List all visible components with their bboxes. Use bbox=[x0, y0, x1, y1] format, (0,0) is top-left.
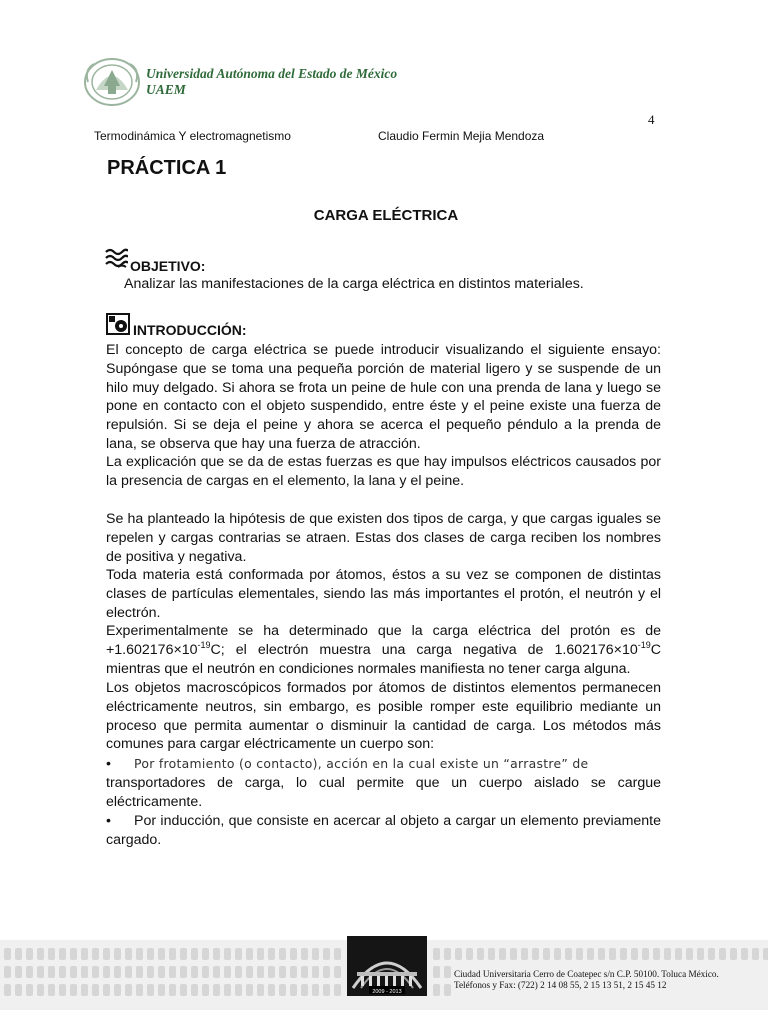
colonnade-arch bbox=[554, 948, 561, 960]
colonnade-arch bbox=[213, 966, 220, 978]
colonnade-arch bbox=[257, 984, 264, 996]
colonnade-arch bbox=[312, 948, 319, 960]
list-item-continuation: transportadores de carga, lo cual permite que un cuerpo aislado se cargue eléctricamente. bbox=[106, 775, 661, 810]
colonnade-arch bbox=[70, 966, 77, 978]
colonnade-arch bbox=[235, 966, 242, 978]
gear-chip-icon bbox=[106, 313, 130, 335]
colonnade-arch bbox=[466, 948, 473, 960]
colonnade-arch bbox=[37, 966, 44, 978]
colonnade-arch bbox=[224, 984, 231, 996]
colonnade-arch bbox=[213, 948, 220, 960]
colonnade-arch bbox=[290, 984, 297, 996]
colonnade-arch bbox=[290, 966, 297, 978]
practice-label: PRÁCTICA 1 bbox=[107, 157, 227, 179]
colonnade-arch bbox=[224, 948, 231, 960]
colonnade-arch bbox=[48, 966, 55, 978]
colonnade-arch bbox=[180, 948, 187, 960]
colonnade-arch bbox=[147, 948, 154, 960]
colonnade-arch bbox=[92, 966, 99, 978]
colonnade-arch bbox=[48, 948, 55, 960]
colonnade-arch bbox=[136, 984, 143, 996]
colonnade-arch bbox=[268, 984, 275, 996]
colonnade-arch bbox=[642, 948, 649, 960]
intro-paragraph-6: Los objetos macroscópicos formados por átomos de distintos elementos permanecen eléctricamente neutros, sin embargo, es posible romper este equilibrio mediante un proceso que permita aumentar o disminuir la cantidad de carga. Los métodos más comunes para cargar eléctricamente un cuerpo son: bbox=[106, 680, 661, 753]
introduction-heading: INTRODUCCIÓN: bbox=[133, 322, 247, 338]
wave-lines-icon bbox=[104, 248, 128, 270]
colonnade-arch bbox=[708, 948, 715, 960]
colonnade-arch bbox=[565, 948, 572, 960]
colonnade-arch bbox=[59, 948, 66, 960]
colonnade-arch bbox=[213, 984, 220, 996]
colonnade-arch bbox=[246, 984, 253, 996]
colonnade-arch bbox=[730, 948, 737, 960]
page-number: 4 bbox=[648, 112, 655, 127]
colonnade-arch bbox=[125, 984, 132, 996]
colonnade-arch bbox=[202, 948, 209, 960]
colonnade-arch bbox=[433, 984, 440, 996]
colonnade-arch bbox=[81, 948, 88, 960]
colonnade-arch bbox=[301, 948, 308, 960]
university-seal-logo bbox=[82, 56, 142, 108]
course-name: Termodinámica Y electromagnetismo bbox=[94, 129, 291, 143]
colonnade-arch bbox=[92, 984, 99, 996]
colonnade-arch bbox=[499, 948, 506, 960]
colonnade-arch bbox=[664, 948, 671, 960]
colonnade-arch bbox=[70, 948, 77, 960]
colonnade-arch bbox=[290, 948, 297, 960]
colonnade-arch bbox=[169, 948, 176, 960]
university-acronym: UAEM bbox=[146, 82, 186, 97]
building-arches-image bbox=[347, 936, 427, 996]
colonnade-arch bbox=[697, 948, 704, 960]
colonnade-arch bbox=[191, 966, 198, 978]
colonnade-arch bbox=[202, 984, 209, 996]
colonnade-arch bbox=[477, 948, 484, 960]
colonnade-arch bbox=[70, 984, 77, 996]
colonnade-arch bbox=[103, 966, 110, 978]
colonnade-arch bbox=[37, 984, 44, 996]
colonnade-arch bbox=[312, 966, 319, 978]
colonnade-arch bbox=[125, 948, 132, 960]
colonnade-arch bbox=[631, 948, 638, 960]
colonnade-arch bbox=[719, 948, 726, 960]
intro-paragraph-2: La explicación que se da de estas fuerzas es que hay impulsos eléctricos causados por la presencia de cargas en el elemento, la lana y el peine. bbox=[106, 454, 661, 489]
colonnade-arch bbox=[4, 966, 11, 978]
colonnade-arch bbox=[334, 966, 341, 978]
colonnade-arch bbox=[92, 948, 99, 960]
colonnade-arch bbox=[81, 984, 88, 996]
colonnade-arch bbox=[587, 948, 594, 960]
colonnade-arch bbox=[15, 966, 22, 978]
colonnade-arch bbox=[136, 966, 143, 978]
colonnade-arch bbox=[180, 984, 187, 996]
university-name: Universidad Autónoma del Estado de México bbox=[146, 66, 398, 81]
colonnade-arch bbox=[224, 966, 231, 978]
colonnade-arch bbox=[114, 984, 121, 996]
colonnade-arch bbox=[301, 966, 308, 978]
colonnade-arch bbox=[488, 948, 495, 960]
colonnade-arch bbox=[147, 966, 154, 978]
intro-paragraph-3: Se ha planteado la hipótesis de que existen dos tipos de carga, y que cargas iguales se repelen y cargas contrarias se atraen. Estas dos clases de carga reciben los nombres de positiva y negativa. bbox=[106, 511, 661, 565]
colonnade-arch bbox=[191, 984, 198, 996]
document-title: CARGA ELÉCTRICA bbox=[313, 207, 459, 224]
colonnade-arch bbox=[323, 984, 330, 996]
colonnade-arch bbox=[576, 948, 583, 960]
colonnade-arch bbox=[609, 948, 616, 960]
footer-address bbox=[454, 969, 719, 991]
colonnade-arch bbox=[763, 948, 768, 960]
building-photo bbox=[347, 936, 427, 996]
colonnade-arch bbox=[169, 984, 176, 996]
colonnade-arch bbox=[48, 984, 55, 996]
colonnade-arch bbox=[59, 966, 66, 978]
bullet: • bbox=[106, 813, 111, 829]
colonnade-arch bbox=[510, 948, 517, 960]
colonnade-arch bbox=[15, 948, 22, 960]
colonnade-arch bbox=[257, 948, 264, 960]
colonnade-arch bbox=[136, 948, 143, 960]
photo-caption: 2009 - 2013 bbox=[372, 989, 402, 995]
colonnade-arch bbox=[158, 984, 165, 996]
colonnade-arch bbox=[257, 966, 264, 978]
colonnade-arch bbox=[15, 984, 22, 996]
colonnade-arch bbox=[103, 984, 110, 996]
colonnade-arch bbox=[433, 948, 440, 960]
colonnade-arch bbox=[235, 948, 242, 960]
colonnade-arch bbox=[532, 948, 539, 960]
colonnade-arch bbox=[202, 966, 209, 978]
intro-paragraph-4: Toda materia está conformada por átomos, éstos a su vez se componen de distintas clases de partículas elementales, siendo las más importantes el protón, el neutrón y el electrón. bbox=[106, 567, 661, 621]
colonnade-arch bbox=[433, 966, 440, 978]
objective-heading: OBJETIVO: bbox=[130, 258, 206, 274]
colonnade-arch bbox=[268, 966, 275, 978]
colonnade-arch bbox=[279, 948, 286, 960]
author-name: Claudio Fermin Mejia Mendoza bbox=[378, 129, 545, 143]
colonnade-arch bbox=[323, 966, 330, 978]
colonnade-arch bbox=[268, 948, 275, 960]
colonnade-arch bbox=[4, 984, 11, 996]
colonnade-arch bbox=[158, 966, 165, 978]
colonnade-arch bbox=[444, 984, 451, 996]
colonnade-arch bbox=[246, 966, 253, 978]
colonnade-arch bbox=[444, 966, 451, 978]
colonnade-arch bbox=[543, 948, 550, 960]
colonnade-arch bbox=[653, 948, 660, 960]
colonnade-arch bbox=[598, 948, 605, 960]
colonnade-arch bbox=[246, 948, 253, 960]
colonnade-arch bbox=[752, 948, 759, 960]
colonnade-arch bbox=[180, 966, 187, 978]
colonnade-arch bbox=[444, 948, 451, 960]
address-line: Ciudad Universitaria Cerro de Coatepec s/n C.P. 50100. Toluca México. bbox=[454, 969, 719, 979]
list-item: • Por frotamiento (o contacto), acción en la cual existe un “arrastre” de bbox=[106, 756, 589, 772]
colonnade-arch bbox=[741, 948, 748, 960]
phone-line: Teléfonos y Fax: (722) 2 14 08 55, 2 15 13 51, 2 15 45 12 bbox=[454, 980, 667, 990]
colonnade-arch bbox=[26, 948, 33, 960]
colonnade-arch bbox=[114, 948, 121, 960]
colonnade-arch bbox=[235, 984, 242, 996]
colonnade-arch bbox=[301, 984, 308, 996]
colonnade-arch bbox=[334, 948, 341, 960]
colonnade-arch bbox=[279, 966, 286, 978]
colonnade-arch bbox=[312, 984, 319, 996]
colonnade-arch bbox=[334, 984, 341, 996]
colonnade-arch bbox=[620, 948, 627, 960]
objective-text: Analizar las manifestaciones de la carga eléctrica en distintos materiales. bbox=[124, 276, 584, 292]
colonnade-arch bbox=[4, 948, 11, 960]
colonnade-arch bbox=[103, 948, 110, 960]
intro-paragraph-5: Experimentalmente se ha determinado que la carga eléctrica del protón es de $+1.602176\times 10^{-19}C$; el electrón muestra una carga negativa de $1.602176\times 10^{-19}C$ mientras que el neutrón en condiciones normales manifiesta no tener carga alguna. bbox=[106, 623, 661, 677]
colonnade-arch bbox=[81, 966, 88, 978]
colonnade-arch bbox=[521, 948, 528, 960]
colonnade-arch bbox=[279, 984, 286, 996]
colonnade-arch bbox=[26, 984, 33, 996]
colonnade-arch bbox=[114, 966, 121, 978]
colonnade-arch bbox=[125, 966, 132, 978]
colonnade-arch bbox=[455, 948, 462, 960]
colonnade-arch bbox=[675, 948, 682, 960]
bullet: • bbox=[106, 756, 111, 772]
list-item: • Por inducción, que consiste en acercar al objeto a cargar un elemento previamente cargado. bbox=[106, 813, 661, 848]
colonnade-arch bbox=[686, 948, 693, 960]
colonnade-arch bbox=[59, 984, 66, 996]
colonnade-arch bbox=[37, 948, 44, 960]
colonnade-arch bbox=[147, 984, 154, 996]
colonnade-arch bbox=[323, 948, 330, 960]
colonnade-arch bbox=[26, 966, 33, 978]
colonnade-arch bbox=[158, 948, 165, 960]
colonnade-arch bbox=[169, 966, 176, 978]
intro-paragraph-1: El concepto de carga eléctrica se puede introducir visualizando el siguiente ensayo: Supóngase que se toma una pequeña porción de material ligero y se suspende de un hilo muy delgado. Si ahora se frota un peine de hule con una prenda de lana y luego se pone en contacto con el objeto suspendido, entre éste y el peine existe una fuerza de repulsión. Si se deja el peine y ahora se acerca el pequeño péndulo a la prenda de lana, se observa que hay una fuerza de atracción. bbox=[106, 342, 661, 452]
colonnade-arch bbox=[191, 948, 198, 960]
